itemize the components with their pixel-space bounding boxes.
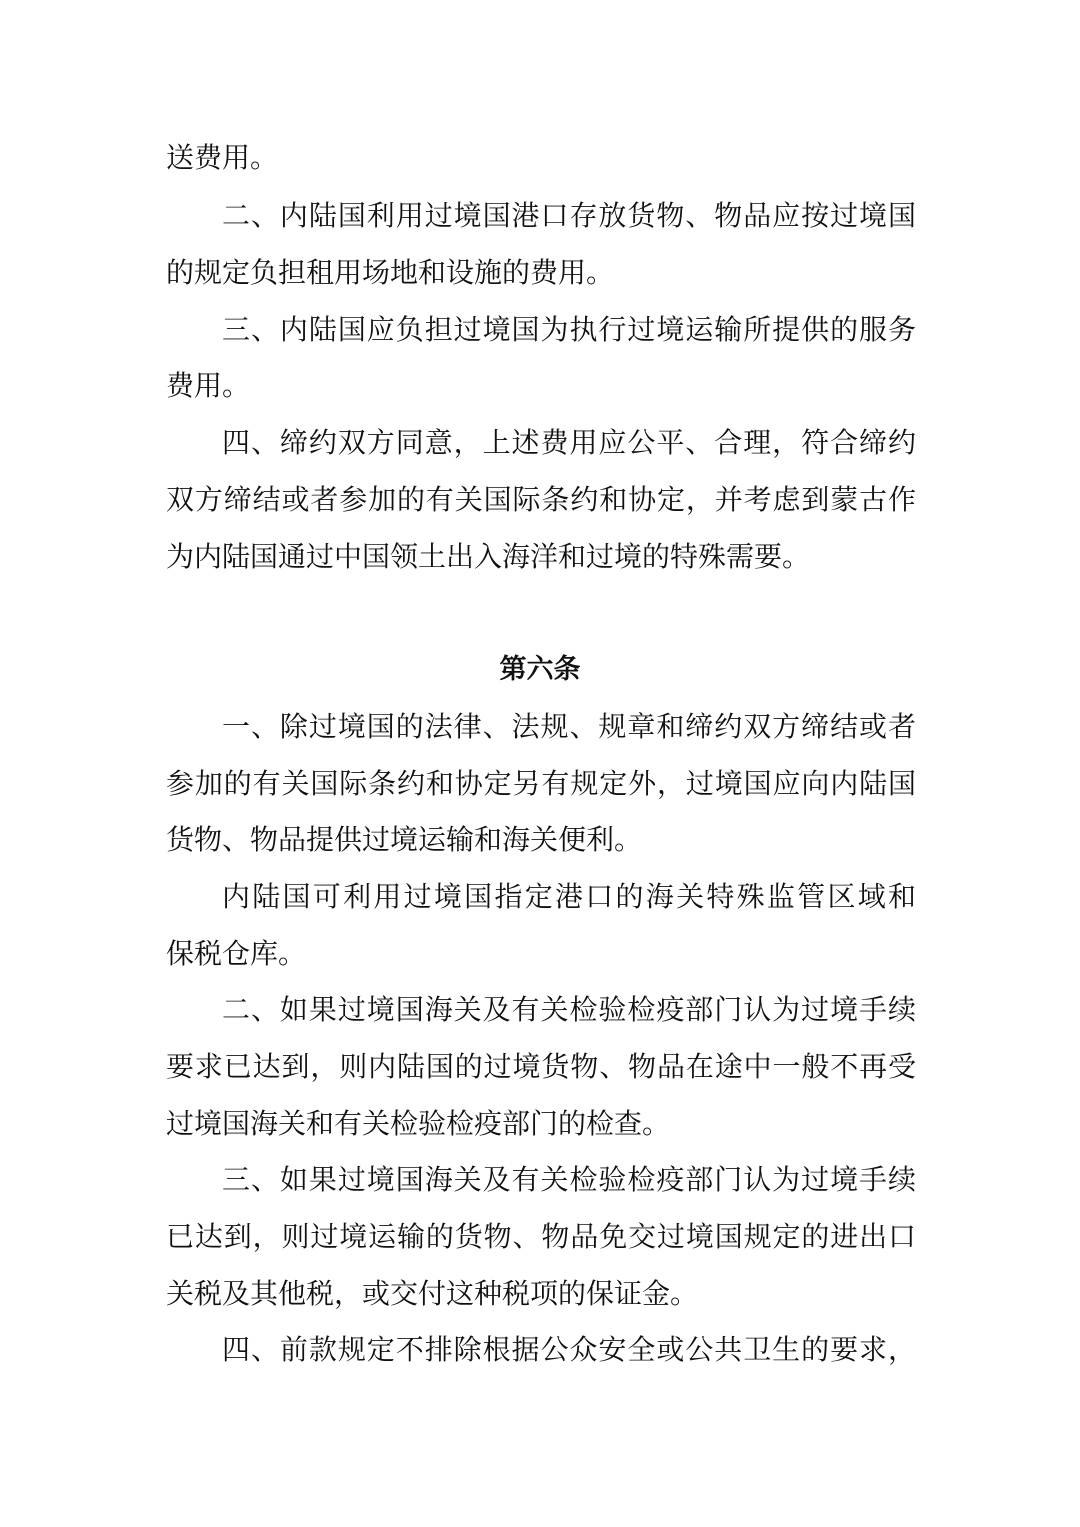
text-line: 双方缔结或者参加的有关国际条约和协定，并考虑到蒙古作 bbox=[166, 483, 916, 516]
text-line: 关税及其他税，或交付这种税项的保证金。 bbox=[166, 1277, 699, 1310]
text-line: 的规定负担租用场地和设施的费用。 bbox=[166, 256, 615, 289]
text-line: 已达到，则过境运输的货物、物品免交过境国规定的进出口 bbox=[166, 1220, 916, 1253]
text-line: 四、前款规定不排除根据公众安全或公共卫生的要求， bbox=[222, 1333, 916, 1366]
text-line: 保税仓库。 bbox=[166, 937, 307, 970]
text-line: 四、缔约双方同意，上述费用应公平、合理，符合缔约 bbox=[222, 426, 916, 459]
text-line: 一、除过境国的法律、法规、规章和缔约双方缔结或者 bbox=[222, 710, 916, 743]
text-line: 三、如果过境国海关及有关检验检疫部门认为过境手续 bbox=[222, 1163, 916, 1196]
text-line: 三、内陆国应负担过境国为执行过境运输所提供的服务 bbox=[222, 313, 916, 346]
text-line: 参加的有关国际条约和协定另有规定外，过境国应向内陆国 bbox=[166, 767, 916, 800]
text-line: 二、如果过境国海关及有关检验检疫部门认为过境手续 bbox=[222, 993, 916, 1026]
text-line: 二、内陆国利用过境国港口存放货物、物品应按过境国 bbox=[222, 199, 916, 232]
text-line: 货物、物品提供过境运输和海关便利。 bbox=[166, 823, 643, 856]
text-line: 费用。 bbox=[166, 369, 251, 402]
text-line: 内陆国可利用过境国指定港口的海关特殊监管区域和 bbox=[222, 880, 916, 913]
text-line: 送费用。 bbox=[166, 141, 279, 174]
article-heading: 第六条 bbox=[499, 654, 581, 685]
text-line: 要求已达到，则内陆国的过境货物、物品在途中一般不再受 bbox=[166, 1050, 916, 1083]
text-line: 为内陆国通过中国领土出入海洋和过境的特殊需要。 bbox=[166, 540, 811, 573]
text-line: 过境国海关和有关检验检疫部门的检查。 bbox=[166, 1107, 671, 1140]
